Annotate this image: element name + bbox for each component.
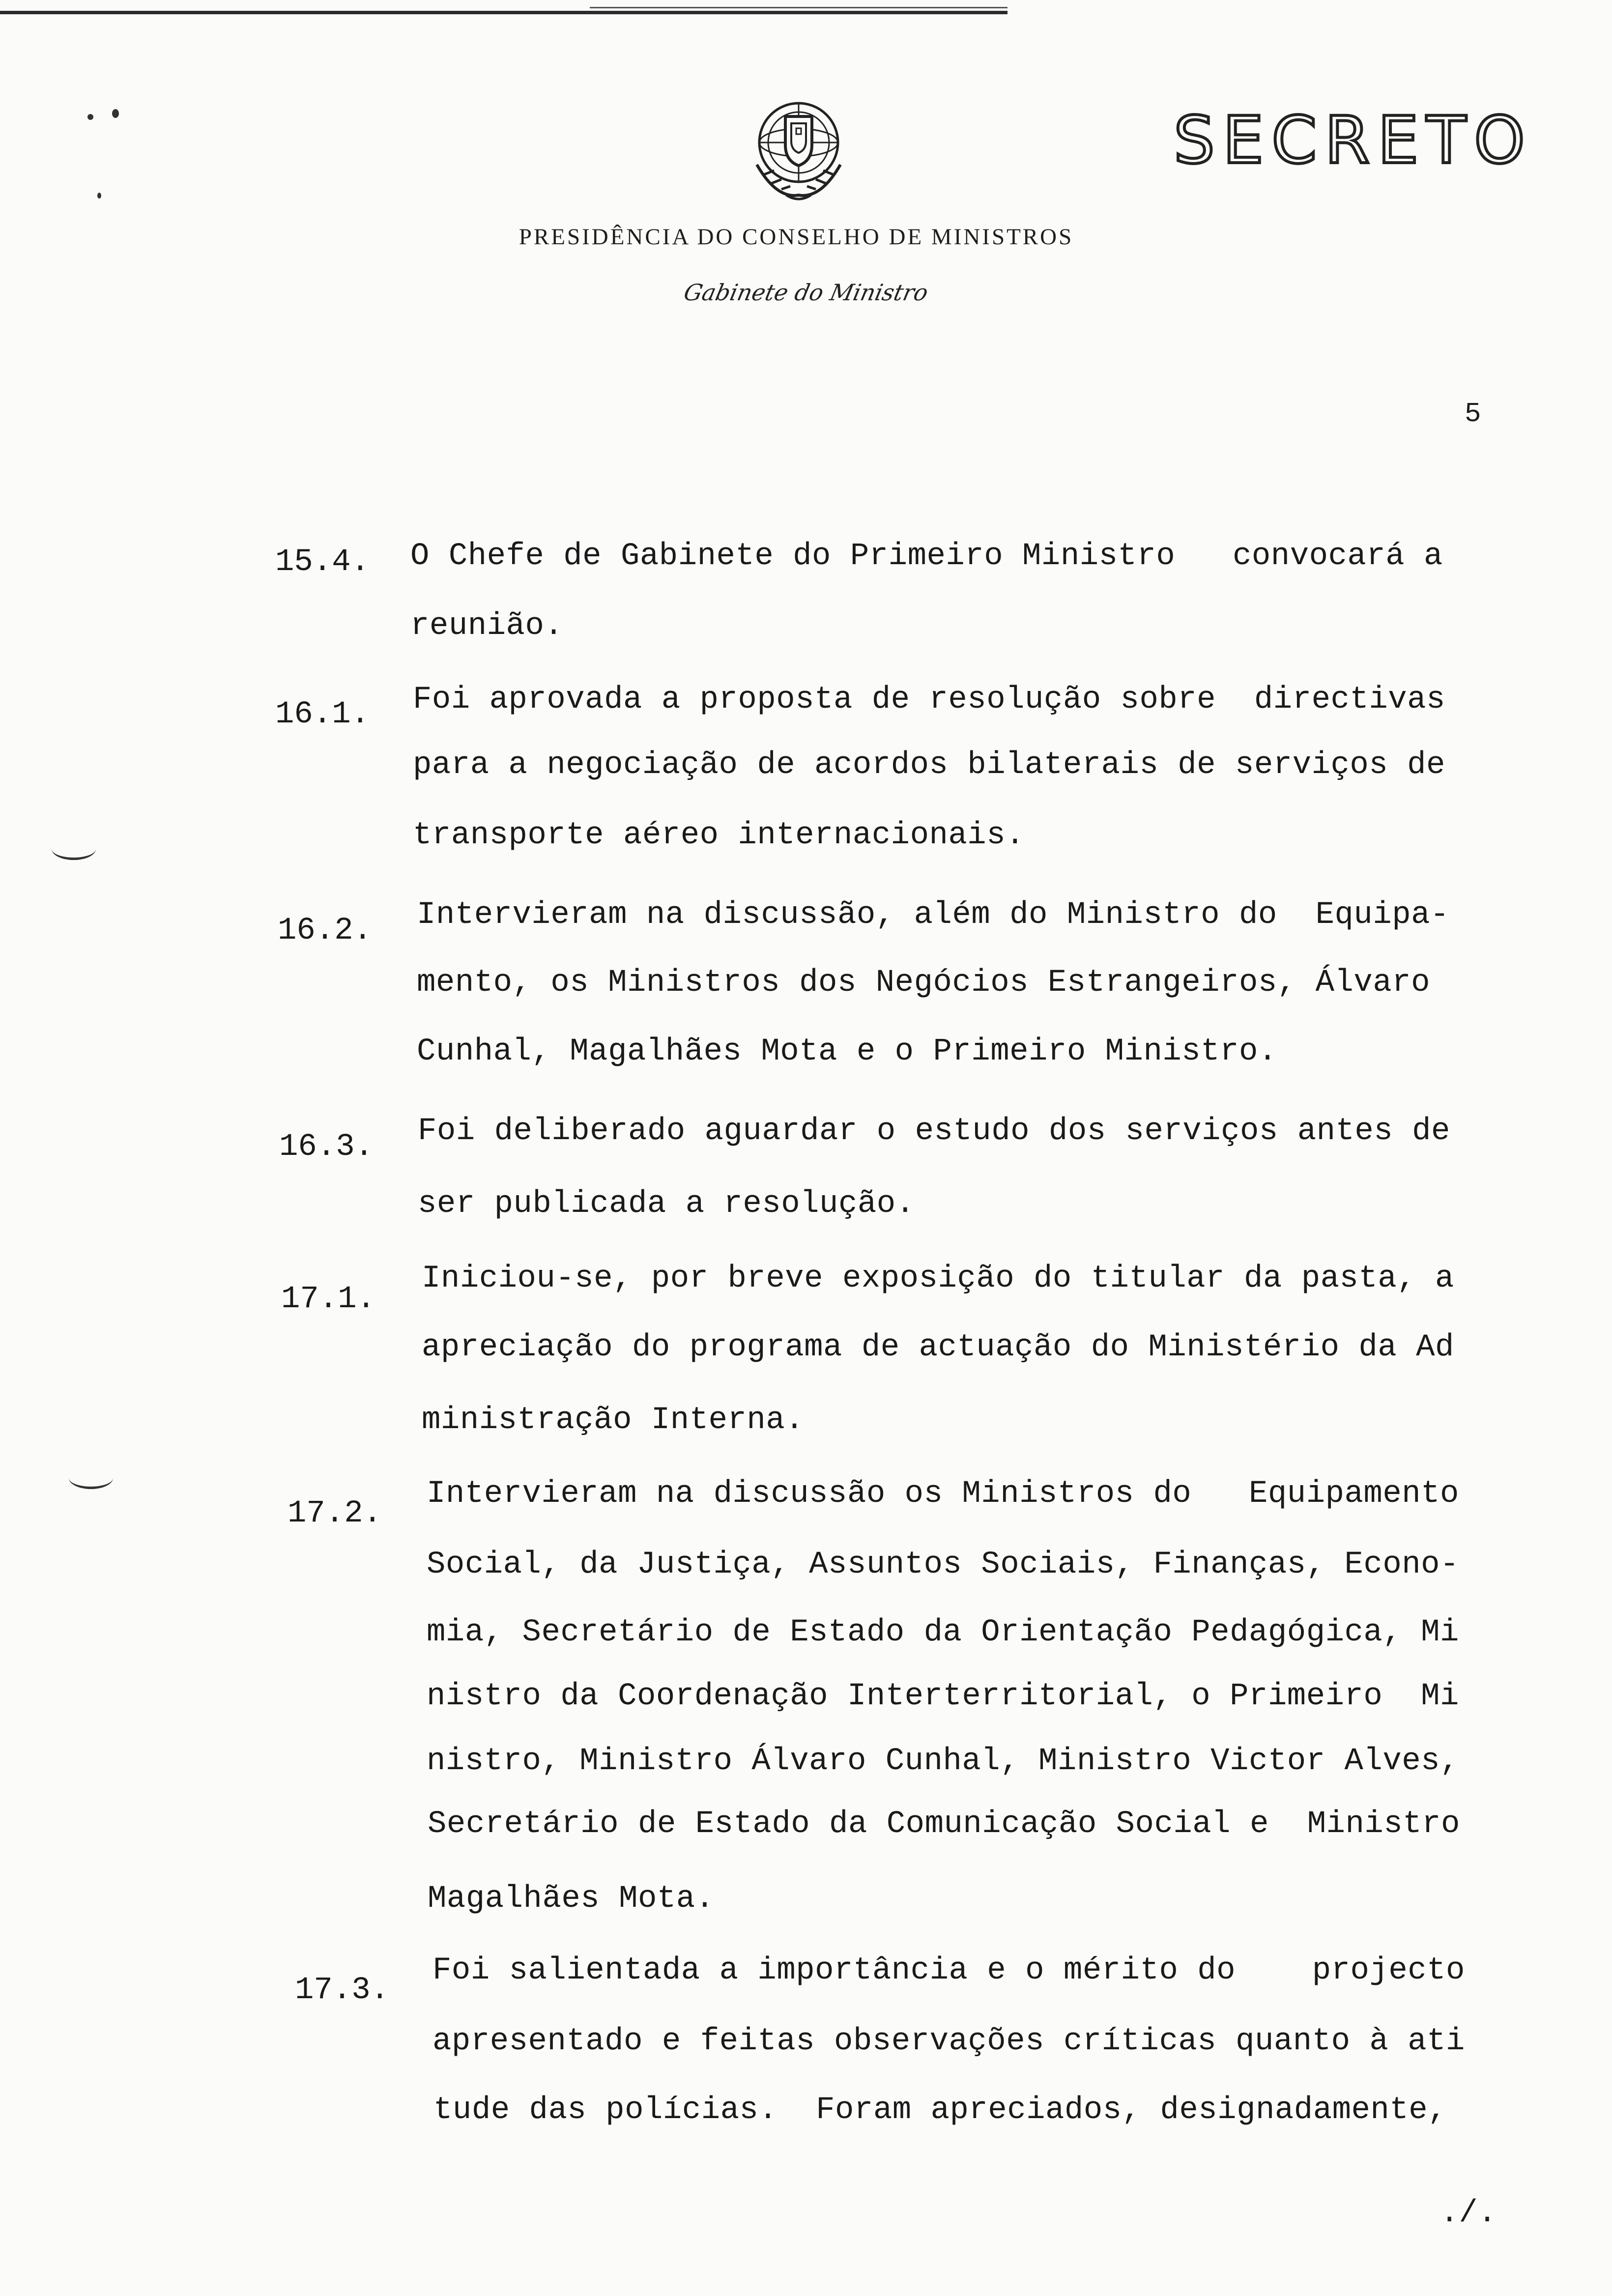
item-line: Magalhães Mota.: [428, 1881, 715, 1917]
scan-top-edge: [0, 11, 1008, 14]
item-number: 16.2.: [278, 913, 373, 948]
item-line: tude das polícias. Foram apreciados, designadamente,: [433, 2093, 1447, 2128]
scan-speck: [112, 109, 119, 118]
secret-stamp: SECRETO: [1174, 103, 1533, 178]
item-line: Cunhal, Magalhães Mota e o Primeiro Ministro.: [417, 1034, 1277, 1069]
coat-of-arms-seal: [742, 91, 855, 209]
item-line: Iniciou-se, por breve exposição do titular da pasta, a: [422, 1261, 1454, 1296]
item-number: 17.1.: [281, 1282, 376, 1317]
cabinet-subtitle: Gabinete do Ministro: [681, 279, 931, 306]
item-line: nistro da Coordenação Interterritorial, o Primeiro Mi: [427, 1679, 1459, 1714]
item-line: Intervieram na discussão os Ministros do Equipamento: [427, 1476, 1459, 1512]
item-line: Secretário de Estado da Comunicação Social e Ministro: [428, 1807, 1460, 1842]
item-line: Foi deliberado aguardar o estudo dos serviços antes de: [418, 1114, 1450, 1149]
item-line: ser publicada a resolução.: [418, 1186, 915, 1222]
item-line: Social, da Justiça, Assuntos Sociais, Finanças, Econo-: [427, 1547, 1459, 1582]
item-number: 16.3.: [279, 1129, 374, 1165]
item-line: apresentado e feitas observações críticas quanto à ati: [432, 2024, 1465, 2059]
punch-hole-mark: [69, 1467, 113, 1489]
item-line: O Chefe de Gabinete do Primeiro Ministro convocará a: [410, 539, 1443, 574]
item-line: nistro, Ministro Álvaro Cunhal, Ministro Victor Alves,: [427, 1744, 1459, 1779]
scan-speck: [97, 193, 101, 199]
item-line: Intervieram na discussão, além do Ministro do Equipa-: [417, 897, 1449, 933]
item-number: 17.2.: [288, 1496, 382, 1531]
scan-speck: [87, 114, 93, 120]
scan-top-edge-thin: [590, 7, 1008, 8]
item-line: apreciação do programa de actuação do Ministério da Ad: [422, 1330, 1454, 1365]
item-line: Foi salientada a importância e o mérito do projecto: [432, 1953, 1465, 1988]
item-number: 15.4.: [275, 545, 370, 580]
punch-hole-mark: [52, 838, 96, 860]
item-line: Foi aprovada a proposta de resolução sobre directivas: [413, 682, 1445, 718]
item-number: 17.3.: [295, 1973, 390, 2008]
continuation-mark: ./.: [1440, 2196, 1497, 2231]
office-title: PRESIDÊNCIA DO CONSELHO DE MINISTROS: [518, 224, 1074, 250]
item-line: mento, os Ministros dos Negócios Estrangeiros, Álvaro: [417, 965, 1431, 1001]
item-line: mia, Secretário de Estado da Orientação Pedagógica, Mi: [427, 1615, 1459, 1650]
item-line: transporte aéreo internacionais.: [413, 818, 1025, 853]
item-line: reunião.: [410, 608, 564, 644]
item-line: ministração Interna.: [422, 1403, 805, 1438]
item-line: para a negociação de acordos bilaterais de serviços de: [413, 747, 1445, 783]
item-number: 16.1.: [275, 697, 370, 732]
page-number: 5: [1465, 398, 1481, 430]
